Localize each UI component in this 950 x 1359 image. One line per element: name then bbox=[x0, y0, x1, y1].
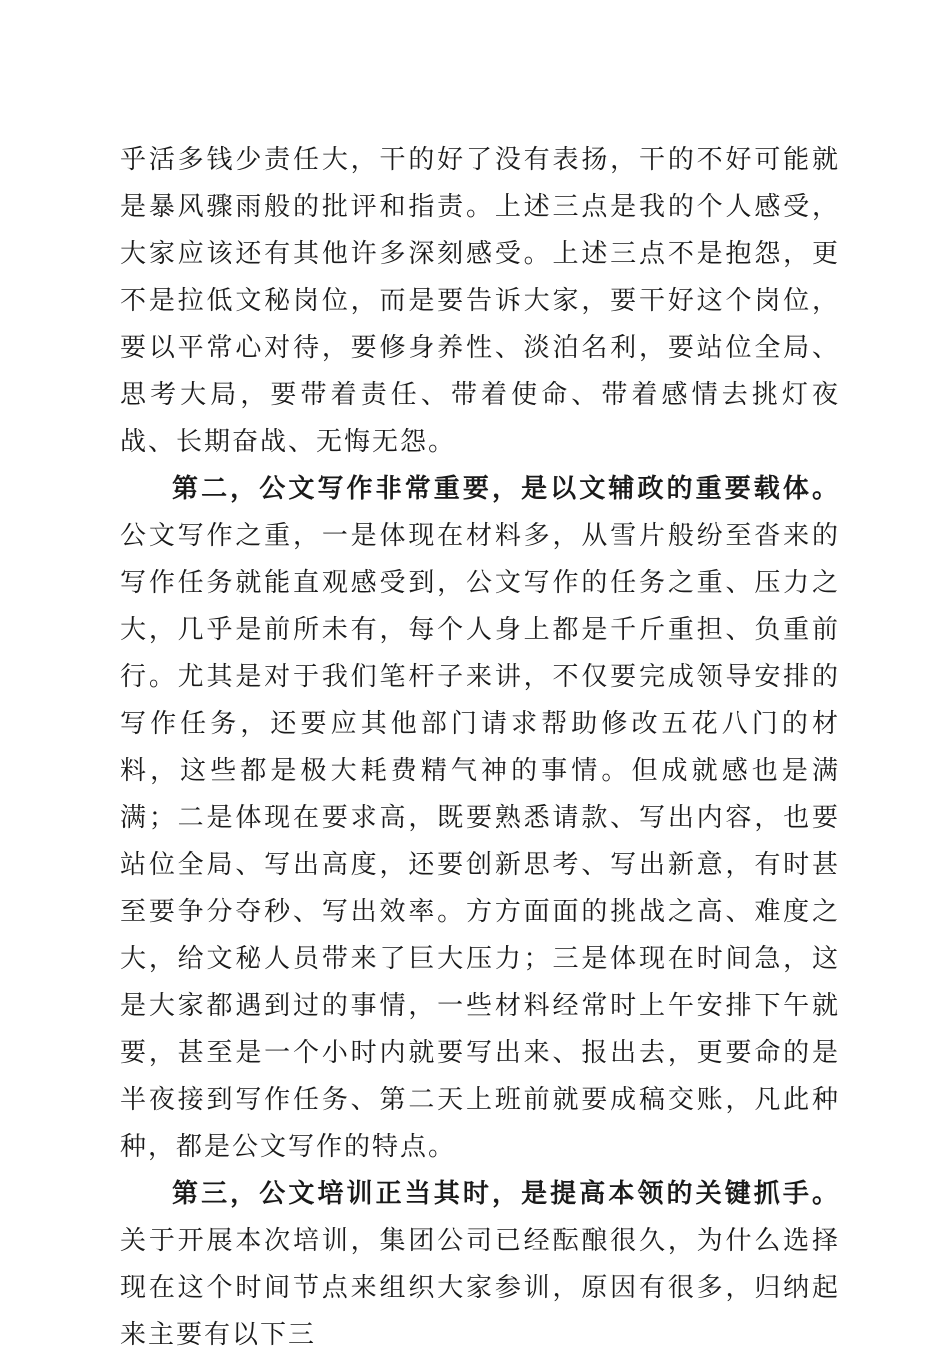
paragraph-3-text: 关于开展本次培训，集团公司已经酝酿很久，为什么选择现在这个时间节点来组织大家参训，原因有很多，归纳起来主要有以下三 bbox=[120, 1226, 840, 1350]
paragraph-2-text: 公文写作之重，一是体现在材料多，从雪片般纷至沓来的写作任务就能直观感受到，公文写作的任务之重、压力之大，几乎是前所未有，每个人身上都是千斤重担、负重前行。尤其是对于我们笔杆子来讲，不仅要完成领导安排的写作任务，还要应其他部门请求帮助修改五花八门的材料，这些都是极大耗费精气神的事情。但成就感也是满满；二是体现在要求高，既要熟悉请款、写出内容，也要站位全局、写出高度，还要创新思考、写出新意，有时甚至要争分夺秒、写出效率。方方面面的挑战之高、难度之大，给文秘人员带来了巨大压力；三是体现在时间急，这是大家都遇到过的事情，一些材料经常时上午安排下午就要，甚至是一个小时内就要写出来、报出去，更要命的是半夜接到写作任务、第二天上班前就要成稿交账，凡此种种，都是公文写作的特点。 bbox=[120, 521, 840, 1162]
document-body bbox=[120, 137, 840, 1359]
paragraph-3-lead: 第三，公文培训正当其时，是提高本领的关键抓手。 bbox=[172, 1179, 840, 1209]
paragraph-1 bbox=[120, 137, 840, 466]
paragraph-2-lead: 第二，公文写作非常重要，是以文辅政的重要载体。 bbox=[172, 474, 840, 504]
paragraph-2 bbox=[120, 466, 840, 1171]
paragraph-3 bbox=[120, 1171, 840, 1359]
paragraph-1-text: 乎活多钱少责任大，干的好了没有表扬，干的不好可能就是暴风骤雨般的批评和指责。上述三点是我的个人感受，大家应该还有其他许多深刻感受。上述三点不是抱怨，更不是拉低文秘岗位，而是要告诉大家，要干好这个岗位，要以平常心对待，要修身养性、淡泊名利，要站位全局、思考大局，要带着责任、带着使命、带着感情去挑灯夜战、长期奋战、无悔无怨。 bbox=[120, 145, 840, 457]
